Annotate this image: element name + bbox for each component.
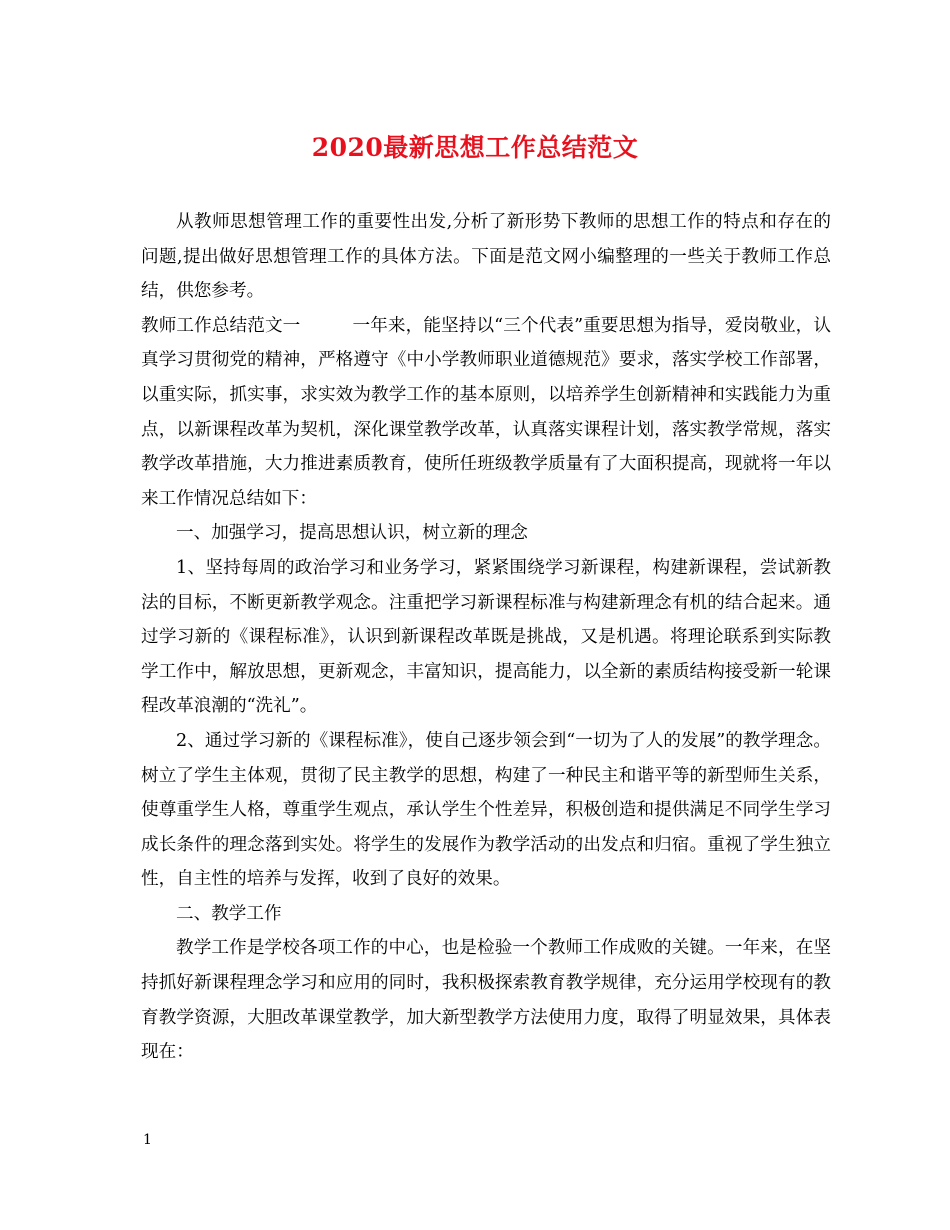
- paragraph-2: 2、通过学习新的《课程标准》，使自己逐步领会到“一切为了人的发展”的教学理念。树立了学生主体观，贯彻了民主教学的思想，构建了一种民主和谐平等的新型师生关系，使尊重学生人格，尊重学生观点，承认学生个性差异，积极创造和提供满足不同学生学习成长条件的理念落到实处。将学生的发展作为教学活动的出发点和归宿。重视了学生独立性，自主性的培养与发挥，收到了良好的效果。: [141, 730, 831, 890]
- section-body: 一年来，能坚持以“三个代表”重要思想为指导，爱岗敬业，认真学习贯彻党的精神，严格遵守《中小学教师职业道德规范》要求，落实学校工作部署，以重实际，抓实事，求实效为教学工作的基本原则，以培养学生创新精神和实践能力为重点，以新课程改革为契机，深化课堂教学改革，认真落实课程计划，落实教学常规，落实教学改革措施，大力推进素质教育，使所任班级教学质量有了大面积提高，现就将一年以来工作情况总结如下：: [141, 315, 831, 509]
- intro-paragraph: 从教师思想管理工作的重要性出发,分析了新形势下教师的思想工作的特点和存在的问题,提出做好思想管理工作的具体方法。下面是范文网小编整理的一些关于教师工作总结，供您参考。: [141, 212, 831, 302]
- page-number: 1: [143, 1132, 152, 1148]
- section-label: 教师工作总结范文一: [141, 315, 301, 336]
- paragraph-3: 教学工作是学校各项工作的中心，也是检验一个教师工作成败的关键。一年来，在坚持抓好新课程理念学习和应用的同时，我积极探索教育教学规律，充分运用学校现有的教育教学资源，大胆改革课堂教学，加大新型教学方法使用力度，取得了明显效果，具体表现在：: [141, 938, 831, 1063]
- paragraph-1: 1、坚持每周的政治学习和业务学习，紧紧围绕学习新课程，构建新课程，尝试新教法的目标，不断更新教学观念。注重把学习新课程标准与构建新理念有机的结合起来。通过学习新的《课程标准》，认识到新课程改革既是挑战，又是机遇。将理论联系到实际教学工作中，解放思想，更新观念，丰富知识，提高能力，以全新的素质结构接受新一轮课程改革浪潮的“洗礼”。: [141, 557, 831, 717]
- heading-1: 一、加强学习，提高思想认识，树立新的理念: [176, 523, 528, 544]
- heading-2: 二、教学工作: [176, 903, 282, 924]
- section-paragraph: [141, 309, 831, 517]
- document-body: [141, 205, 831, 1070]
- document-title: 2020最新思想工作总结范文: [311, 133, 639, 162]
